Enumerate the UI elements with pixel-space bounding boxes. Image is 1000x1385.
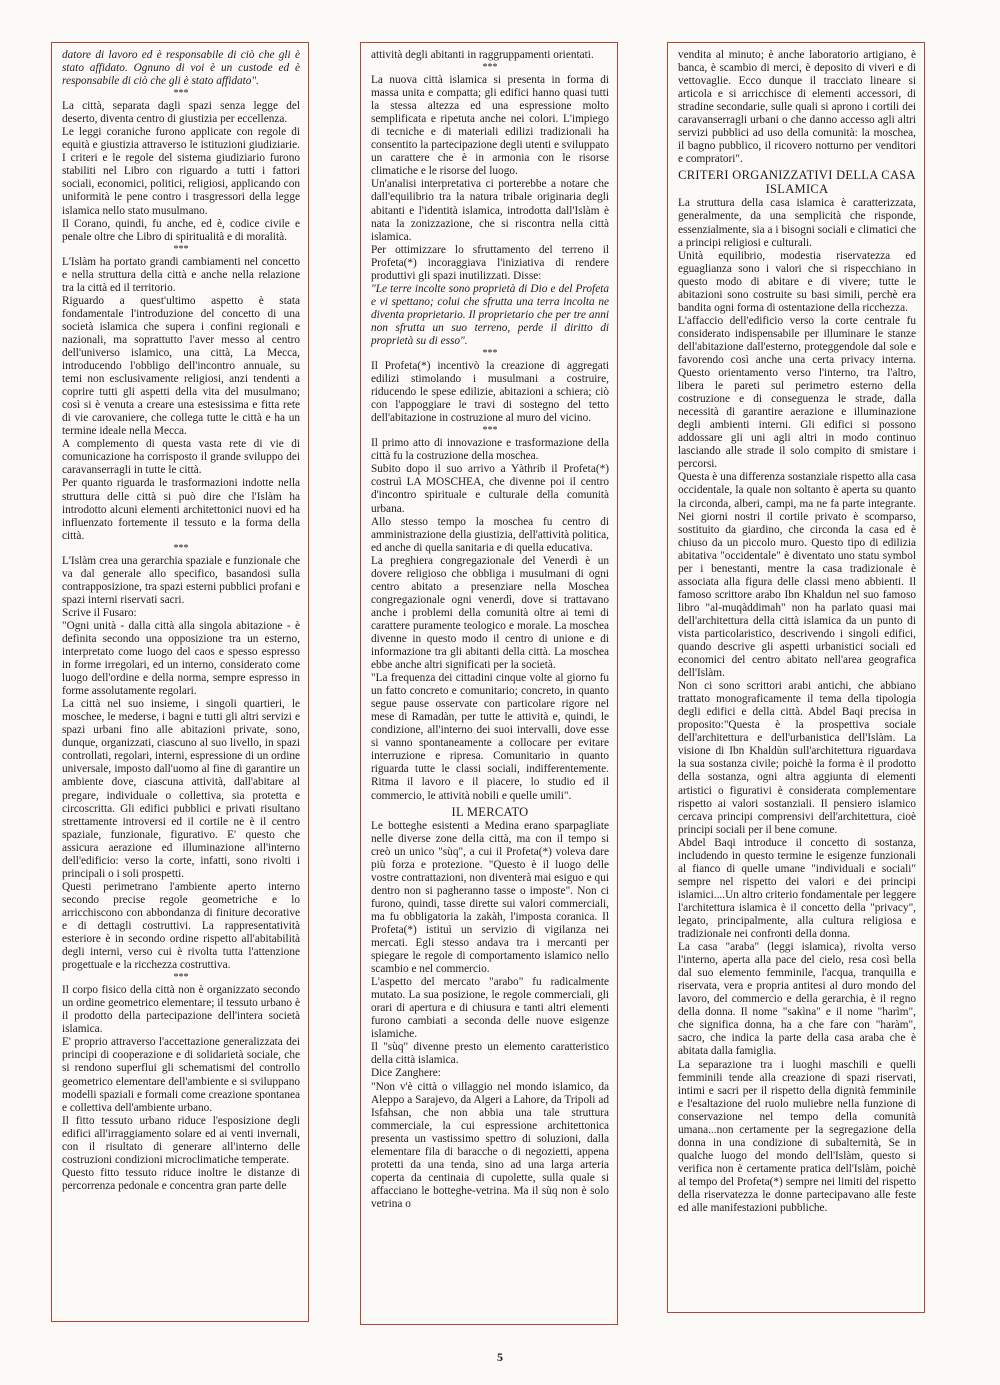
paragraph: Scrive il Fusaro: — [62, 606, 137, 619]
paragraph: La struttura della casa islamica è caratterizzata, generalmente, da una semplicità che risponde, essenzialmente, sia a i bisogni sociali e climatici che a principi religiosi e culturali. — [678, 197, 916, 249]
paragraph: Per ottimizzare lo sfruttamento del terreno il Profeta(*) incoraggiava l'iniziativa di rendere produttivi gli spazi inutilizzati. Disse: — [371, 243, 609, 282]
paragraph: Questa è una differenza sostanziale rispetto alla casa occidentale, la quale non soltanto è aperta su quanto la circonda, alberi, campi, ma ne fa parte integrante. Nei giorni nostri il cortile privato è scomparso, sostituito da giardino, che circonda la casa ed è chiuso da un piccolo muro. Questo tipo di edilizia abitativa "occidentale" è diventato uno statu symbol per i benestanti, mentre la casa tradizionale è associata alla figura delle classi meno abbienti. Il famoso scrittore arabo Ibn Khaldun nel suo famoso libro "al-muqàddimah" non ha parlato quasi mai dell'architettura della città islamica da un punto di vista particolaristico, descrivendo i singoli edifici, quando descrive gli aspetti urbanistici sociali ed economici del centro abitato nell'area geografica dell'Islàm. — [678, 471, 916, 680]
paragraph: Questo fitto tessuto riduce inoltre le distanze di percorrenza pedonale e concentra gran parte delle — [62, 1166, 300, 1192]
quote-paragraph: "Le terre incolte sono proprietà di Dio e del Profeta e vi spettano; colui che sfrutta una terra incolta ne diventa proprietario. Il proprietario che per tre anni non sfrutta un suo terreno, perde il diritto di proprietà su di esso". — [371, 282, 609, 347]
paragraph: Le leggi coraniche furono applicate con regole di equità e giustizia attraverso le istituzioni giudiziarie. I criteri e le regole del sistema giudiziario furono stabiliti nel Libro con riguardo a tutti i fattori sociali, economici, politici, religiosi, applicando con uniformità le pene contro i trasgressori della legge islamica nello stato musulmano. — [62, 126, 300, 217]
paragraph: Subito dopo il suo arrivo a Yàthrib il Profeta(*) costruì LA MOSCHEA, che divenne poi il centro d'incontro spirituale e culturale della comunità urbana. — [371, 463, 609, 515]
paragraph: "La frequenza dei cittadini cinque volte al giorno fu un fatto concreto e comunitario; concreto, in quanto segue pause osservate con particolare rigore nel mese di Ramadàn, per tutte le attività e, quindi, le condizione, all'interno dei suoi intervalli, dove esse si vanno spontaneamente a collocare per evitare interruzione e ripresa. Comunitario in quanto riguarda tutte le classi sociali, indifferentemente. Ritma il lavoro e il piacere, lo studio ed il commercio, le attività nobili e quelle umili". — [371, 672, 609, 802]
paragraph: Un'analisi interpretativa ci porterebbe a notare che dall'equilibrio tra la natura tribale originaria degli abitanti e l'identità islamica, introdotta dall'Islàm è nata la zonizzazione, che si riscontra nella città islamica. — [371, 178, 609, 243]
paragraph: "Non v'è città o villaggio nel mondo islamico, da Aleppo a Sarajevo, da Algeri a Lahore, da Tripoli ad Isfahsan, che non abbia una tale struttura commerciale, la cui espressione architettonica presenta un vastissimo spettro di soluzioni, dalla elementare fila di baracche o di negozietti, appena protetti da una tenda, sino ad una larga arteria coperta da centinaia di cupolette, sulla quale si affacciano le botteghe-vetrina. Ma il sùq non è solo vetrina o — [371, 1080, 609, 1210]
paragraph: Il "sùq" divenne presto un elemento caratteristico della città islamica. — [371, 1041, 609, 1067]
paragraph: La separazione tra i luoghi maschili e quelli femminili tende alla creazione di spazi riservati, intimi e sacri per il rispetto della dignità femminile e l'esaltazione del ruolo muliebre nella funzione di conservazione nel tempo della comunità umana...non certamente per la segregazione della donna in una condizione di subalternità, Se in qualche luogo del mondo dell'Islàm, questo si verifica non è certamente pratica dell'Islàm, poichè al tempo del Profeta(*) sempre nei limiti del rispetto della riservatezza le donne partecipavano alle feste ed alle manifestazioni pubbliche. — [678, 1058, 916, 1215]
paragraph: Il primo atto di innovazione e trasformazione della città fu la costruzione della moschea. — [371, 437, 609, 463]
paragraph: vendita al minuto; è anche laboratorio artigiano, è banca, è scambio di merci, è deposito di viveri e di vettovaglie. Ecco dunque il tracciato lineare si articola e si arricchisce di elementi accessori, di stradine secondarie, sulle quali si aprono i cortili dei caravanserragli urbani o che danno accesso agli altri servizi pubblici ad uso della comunità: la moschea, il bagno pubblico, il ricovero notturno per venditori e compratori". — [678, 49, 916, 166]
paragraph: Il Corano, quindi, fu anche, ed è, codice civile e penale oltre che Libro di spiritualità e di moralità. — [62, 217, 300, 243]
page-number: 5 — [497, 1350, 503, 1364]
paragraph: Le botteghe esistenti a Medina erano sparpagliate nelle diverse zone della città, ma con il tempo si creò un unico "sùq", a cui il Profeta(*) voleva dare più forza e protezione. "Questo è il luogo delle vostre contrattazioni, non diventerà mai esiguo e qui dentro non si pagheranno tasse o imposte". Non ci furono, quindi, tasse dirette sui valori commerciali, ma fu obbligatoria la zakàh, l'imposta coranica. Il Profeta(*) istituì un servizio di vigilanza nei mercati. Egli stesso andava tra i mercanti per spiegare le regole di comportamento islamico nello scambio e nel commercio. — [371, 819, 609, 976]
text-column-1 — [51, 42, 309, 1322]
paragraph: Allo stesso tempo la moschea fu centro di amministrazione della giustizia, dell'attività politica, ed anche di quella sanitaria e di quella educativa. — [371, 515, 609, 554]
paragraph: A complemento di questa vasta rete di vie di comunicazione ha corrisposto il grande sviluppo dei caravanserragli in tutte le città. — [62, 438, 300, 477]
section-heading: CRITERI ORGANIZZATIVI DELLA CASA ISLAMICA — [678, 168, 916, 197]
section-separator: *** — [173, 243, 189, 255]
paragraph: La casa "araba" (leggi islamica), rivolta verso l'interno, aperta alla pace del cielo, resa così bella dal suo elemento femminile, l'acqua, tranquilla e riservata, vera e propria antitesi al duro mondo del lavoro, del commercio e della gerarchia, è il regno della donna. Il nome "sakìna" e il nome "harìm", che significa donna, ha a che fare con "haràm", sacro, che indica la parte della casa araba che è abitata dalla famiglia. — [678, 941, 916, 1058]
paragraph: La città nel suo insieme, i singoli quartieri, le moschee, le mederse, i bagni e tutti gli altri servizi e spazi urbani fino alle abitazioni private, sono, dunque, organizzati, ciascuno al suo livello, in spazi controllati, regolari, interni, espressione di un ordine universale, imposto dall'uomo al fine di garantire un ambiente dove, ciascuna attività, dall'abitare al pregare, individuale o collettiva, sia protetta e circoscritta. Gli edifici pubblici e privati risultano strettamente introversi ed il cortile ne è il centro spaziale, funzionale, figurativo. E' questo che assicura aerazione ed illuminazione all'interno dell'edificio: verso la corte, infatti, sono rivolti i principali o i soli prospetti. — [62, 698, 300, 880]
paragraph: La città, separata dagli spazi senza legge del deserto, diventa centro di giustizia per eccellenza. — [62, 100, 300, 126]
paragraph: La nuova città islamica si presenta in forma di massa unita e compatta; gli edifici hanno quasi tutti la stessa altezza ed una espressione molto semplificata e ripetuta anche nei colori. L'impiego di tecniche e di materiali edilizi tradizionali ha consentito la partecipazione degli utenti e sviluppato un carattere che è in armonia con le risorse climatiche e le risorse del luogo. — [371, 74, 609, 178]
section-heading: IL MERCATO — [451, 804, 529, 819]
section-separator: *** — [482, 425, 498, 437]
section-separator: *** — [482, 62, 498, 74]
section-separator: *** — [173, 542, 189, 554]
paragraph: attività degli abitanti in raggruppamenti orientati. — [371, 49, 594, 61]
paragraph: L'aspetto del mercato "arabo" fu radicalmente mutato. La sua posizione, le regole commerciali, gli orari di apertura e di chiusura e tanti altri elementi furono cambiati a seconda delle nuove esigenze islamiche. — [371, 976, 609, 1041]
paragraph: Il fitto tessuto urbano riduce l'esposizione degli edifici all'irraggiamento solare ed ai venti invernali, con il risultato di generare all'interno delle costruzioni condizioni microclimatiche temperate. — [62, 1114, 300, 1166]
paragraph: Unità equilibrio, modestia riservatezza ed eguaglianza sono i valori che si rispecchiano in questo modo di abitare e di vivere; tutte le abitazioni sono costruite su basi simili, perchè era bandita ogni forma di ostentazione della ricchezza. — [678, 249, 916, 314]
paragraph: L'Islàm ha portato grandi cambiamenti nel concetto e nella struttura della città e anche nella relazione tra la città ed il territorio. — [62, 255, 300, 294]
paragraph: Riguardo a quest'ultimo aspetto è stata fondamentale l'introduzione del concetto di una società islamica che supera i confini regionali e nazionali, ma soprattutto l'aver messo al centro dell'universo islamico, una città, La Mecca, introducendo l'obbligo dell'incontro annuale, su temi non esclusivamente religiosi, anzi tendenti a coprire tutti gli aspetti della vita del musulmano; così si è venuta a creare una estesissima e fitta rete di vie carovaniere, che collega tutte le città e ha un termine ideale nella Mecca. — [62, 294, 300, 438]
section-separator: *** — [173, 972, 189, 984]
paragraph: Il Profeta(*) incentivò la creazione di aggregati edilizi stimolando i musulmani a costruire, riducendo le spese edilizie, abitazioni a schiera; ciò con l'appoggiare le travi di sostegno del tetto dell'abitazione in costruzione al muro del vicino. — [371, 360, 609, 425]
quote-paragraph: datore di lavoro ed è responsabile di ciò che gli è stato affidato. Ognuno di voi è un custode ed è responsabile di ciò che gli è stato affidato". — [62, 49, 300, 88]
paragraph: E' proprio attraverso l'accettazione generalizzata dei principi di cooperazione e di solidarietà sociale, che si rendono superflui gli schematismi del controllo geometrico elementare dell'ambiente e si sviluppano modelli spaziali e formali come creazione spontanea e collettiva dell'ambiente urbano. — [62, 1036, 300, 1114]
paragraph: Per quanto riguarda le trasformazioni indotte nella struttura delle città si può dire che l'Islàm ha introdotto alcuni elementi architettonici nuovi ed ha influenzato fortemente il tessuto e la forma della città. — [62, 477, 300, 542]
paragraph: L'affaccio dell'edificio verso la corte centrale fu considerato indispensabile per illuminare le stanze dell'abitazione dall'esterno, proteggendole dal sole e favorendo così anche una certa privacy interna. Questo orientamento verso l'interno, tra l'altro, libera le pareti sul perimetro esterno della costruzione e di conseguenza le strade, dalla necessità di garantire aerazione e illuminazione degli ambienti interni. Gli edifici si possono addossare gli uni agli altri in modo continuo lasciando alle strade il solo compito di smistare i percorsi. — [678, 314, 916, 471]
section-separator: *** — [482, 348, 498, 360]
paragraph: Dice Zanghere: — [371, 1067, 441, 1080]
paragraph: L'Islàm crea una gerarchia spaziale e funzionale che va dal generale allo specifico, basandosi sulla contrapposizione, tra spazi esterni pubblici profani e spazi interni riservati sacri. — [62, 554, 300, 606]
text-column-2 — [360, 42, 618, 1325]
paragraph: "Ogni unità - dalla città alla singola abitazione - è definita secondo una opposizione tra un esterno, interpretato come luogo del caos e spesso espresso in forme irregolari, ed un interno, considerato come luogo dell'ordine e della norma, sempre espresso in forme assolutamente regolari. — [62, 619, 300, 698]
paragraph: Il corpo fisico della città non è organizzato secondo un ordine geometrico elementare; il tessuto urbano è il prodotto della partecipazione dell'intera società islamica. — [62, 984, 300, 1036]
paragraph: La preghiera congregazionale del Venerdì è un dovere religioso che obbliga i musulmani di ogni centro abitato a presenziare nella Moschea congregazionale ogni venerdì, dove si trattavano anche i problemi della comunità oltre ai temi di carattere puramente teologico e morale. La moschea divenne in questo modo il centro di unione e di informazione tra gli abitanti della città. La moschea ebbe anche altri significati per la società. — [371, 554, 609, 672]
paragraph: Questi perimetrano l'ambiente aperto interno secondo precise regole geometriche e lo arricchiscono con abbondanza di finiture decorative e di dettagli costruttivi. La rappresentatività esteriore è in secondo ordine rispetto all'abitabilità degli interni, verso cui è rivolta tutta l'attenzione progettuale e la ricchezza costruttiva. — [62, 880, 300, 972]
text-column-3 — [667, 42, 925, 1313]
paragraph: Abdel Baqi introduce il concetto di sostanza, includendo in questo termine le esigenze funzionali al fianco di quelle umane "individuali e sociali" sempre nel rispetto dei valori e dei principi islamici....Un altro criterio fondamentale per leggere l'architettura islamica è il concetto della "privacy", legato, principalmente, alla cultura religiosa e tradizionale nei confronti della donna. — [678, 836, 916, 941]
paragraph: Non ci sono scrittori arabi antichi, che abbiano trattato monograficamente il tema della tipologia degli edifici e della città. Abdel Baqi precisa in proposito:"Questa è la prospettiva sociale dell'architettura e dell'urbanistica dell'Islàm. La visione di Ibn Khaldùn sull'architettura riguardava la sua sostanza civile; poichè la forma è il prodotto della sostanza, ogni altra aggiunta di elementi artistici o figurativi è considerata complementare rispetto ai valori sostanziali. Il pensiero islamico cercava principi comprensivi dell'architettura, cioè principi sociali per il bene comune. — [678, 680, 916, 836]
section-separator: *** — [173, 88, 189, 100]
